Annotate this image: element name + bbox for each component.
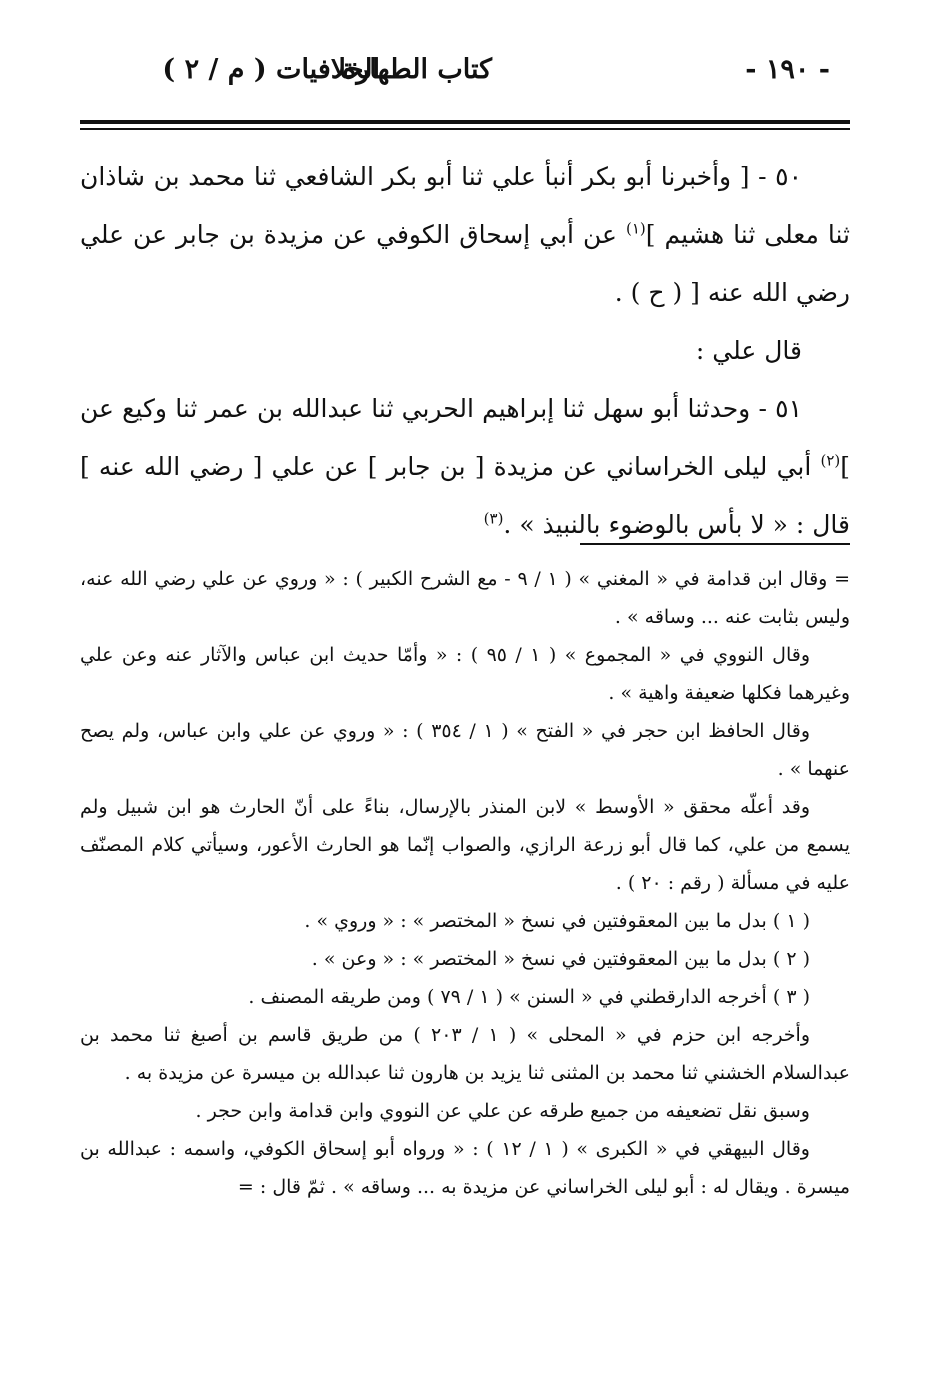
footnote-paragraph: وسبق نقل تضعيفه من جميع طرقه عن علي عن النووي وابن قدامة وابن حجر . [195, 1100, 810, 1122]
hadith-51 [80, 380, 850, 554]
footnote-paragraph: وقد أعلّه محقق « الأوسط » لابن المنذر بالإرسال، بناءً على أنّ الحارث هو ابن شبيل ولم يسمع من علي، كما قال أبو زرعة الرازي، والصواب إنّما هو الحارث الأعور، وسيأتي كلام المصنّف عليه في مسألة ( رقم : ٢٠ ) . [80, 796, 850, 894]
hadith-51-text-a: ٥١ - وحدثنا أبو سهل ثنا إبراهيم الحربي ثنا عبدالله بن عمر ثنا وكيع عن ] [80, 394, 850, 481]
hadith-50-text-b: عن أبي إسحاق الكوفي عن مزيدة بن جابر عن علي رضي الله عنه [ ( ح ) . [80, 220, 850, 307]
footnote-3: ( ٣ ) أخرجه الدارقطني في « السنن » ( ١ / ٧٩ ) ومن طريقه المصنف . [248, 986, 810, 1008]
page-number: - ١٩٠ - [745, 54, 830, 85]
footnote-paragraph: وقال البيهقي في « الكبرى » ( ١ / ١٢ ) : « ورواه أبو إسحاق الكوفي، واسمه : عبدالله بن ميسرة . ويقال له : أبو ليلى الخراساني عن مزيدة به ... وساقه » . ثمّ قال : = [80, 1138, 850, 1198]
footnote-continued: = وقال ابن قدامة في « المغني » ( ١ / ٩ - مع الشرح الكبير ) : « وروي عن علي رضي الله عنه، وليس بثابت عنه ... وساقه » . [80, 568, 850, 628]
footnote-1: ( ١ ) بدل ما بين المعقوفتين في نسخ « المختصر » : « وروي » . [304, 910, 810, 932]
footnote-ref-2: (٢) [820, 451, 841, 470]
footnotes [80, 560, 850, 1206]
section-title: الخلافيات ( م / ٢ ) [162, 54, 380, 85]
main-text [80, 148, 850, 554]
footnote-separator [580, 543, 850, 545]
footnote-2: ( ٢ ) بدل ما بين المعقوفتين في نسخ « المختصر » : « وعن » . [311, 948, 810, 970]
page-header [80, 48, 850, 98]
hadith-50 [80, 148, 850, 322]
footnote-ref-1: (١) [625, 219, 646, 238]
narrator-line: قال علي : [695, 336, 802, 365]
hadith-51-text-b: أبي ليلى الخراساني عن مزيدة [ بن جابر ] عن علي [ رضي الله عنه ] قال : « لا بأس بالوضوء بالنبيذ » . [80, 452, 850, 539]
header-rule-thick [80, 120, 850, 124]
footnote-paragraph: وأخرجه ابن حزم في « المحلى » ( ١ / ٢٠٣ ) من طريق قاسم بن أصبغ ثنا محمد بن عبدالسلام الخشني ثنا محمد بن المثنى ثنا يزيد بن هارون ثنا عبدالله بن ميسرة عن مزيدة به . [80, 1024, 850, 1084]
footnote-paragraph: وقال النووي في « المجموع » ( ١ / ٩٥ ) : « وأمّا حديث ابن عباس والآثار عنه وعن علي وغيرهما فكلها ضعيفة واهية » . [80, 644, 850, 704]
header-rule-thin [80, 128, 850, 130]
footnote-paragraph: وقال الحافظ ابن حجر في « الفتح » ( ١ / ٣٥٤ ) : « وروي عن علي وابن عباس، ولم يصح عنهما » . [80, 720, 850, 780]
footnote-ref-3: (٣) [483, 509, 504, 528]
book-title: كتاب الطهارة [342, 54, 492, 85]
hadith-50-text-a: ٥٠ - [ وأخبرنا أبو بكر أنبأ علي ثنا أبو بكر الشافعي ثنا محمد بن شاذان ثنا معلى ثنا هشيم ] [80, 162, 850, 249]
